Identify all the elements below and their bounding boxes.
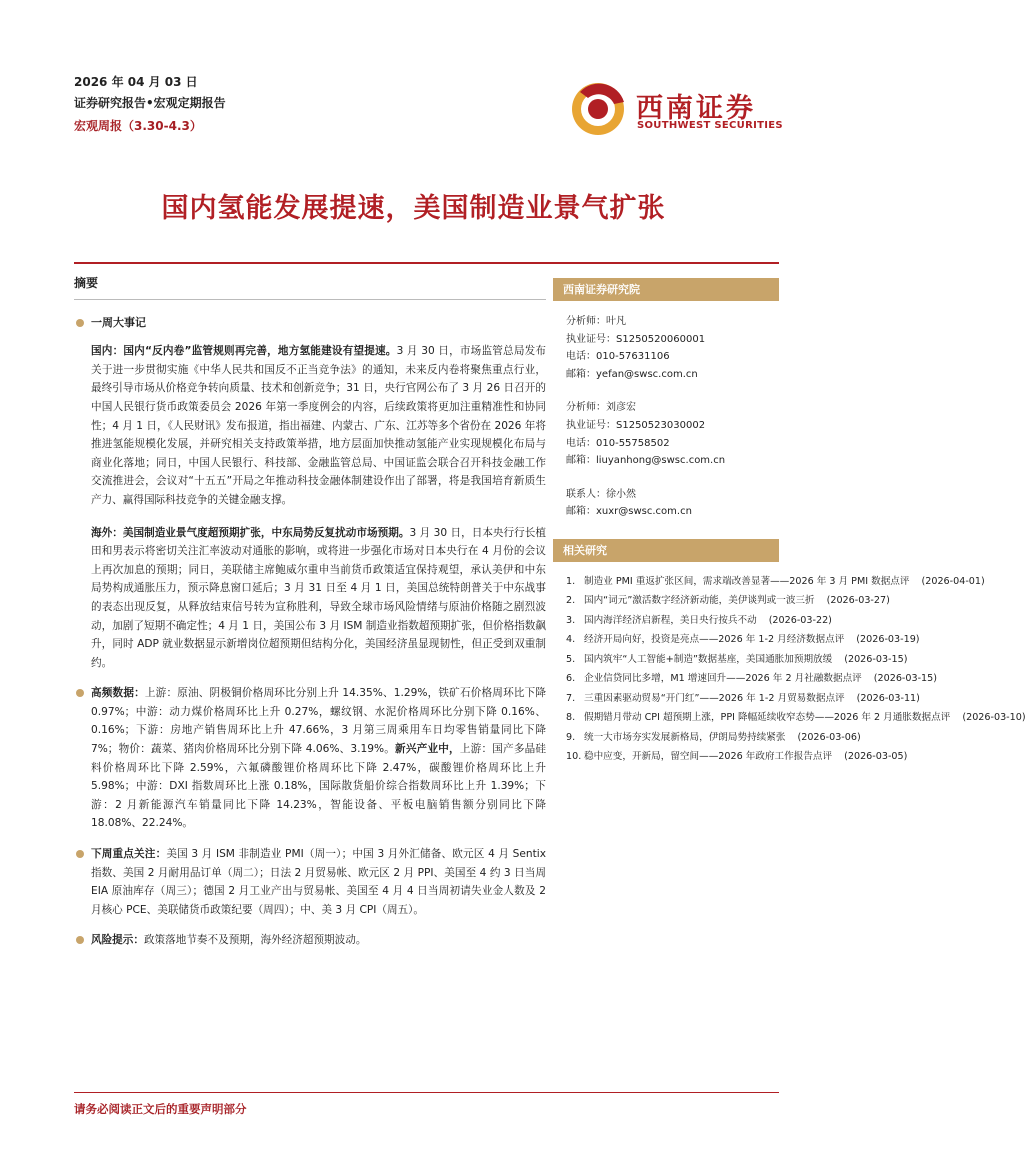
weekly-label: 宏观周报（3.30-4.3） <box>74 119 202 133</box>
related-item-date: (2026-03-15) <box>873 673 938 685</box>
analyst-name: 分析师：刘彦宏 <box>566 402 636 414</box>
abstract-column <box>74 274 546 950</box>
related-item-text <box>584 671 937 688</box>
emerging-industry-text: 上游：国产多晶硅料价格周环比下降 2.59%，六氟磷酸锂价格周环比下降 2.47%，碳酸锂价格周环比上升 5.98%；中游：DXI 指数周环比上涨 0.18%，国际散货船价综合指数周环比上升 1.39%；下游：2 月新能源汽车销量同比下降 14.23%，智能设备、平板电脑销售额分别同比下降 18.08%、22.24%。 <box>91 743 547 830</box>
institute-heading: 西南证券研究院 <box>553 278 779 301</box>
overseas-paragraph <box>74 524 546 673</box>
related-item[interactable] <box>566 691 920 708</box>
report-date: 2026 年 04 月 03 日 <box>74 75 198 89</box>
related-item-date: (2026-03-27) <box>826 595 890 607</box>
brand-name-en: SOUTHWEST SECURITIES <box>637 120 783 131</box>
related-research-list <box>553 574 1026 766</box>
related-item[interactable] <box>566 710 1026 727</box>
abstract-heading: 摘要 <box>74 276 99 290</box>
related-item-date: (2026-03-06) <box>797 731 861 743</box>
related-item[interactable] <box>566 730 861 747</box>
analyst-block-1 <box>553 313 779 383</box>
related-item-text <box>584 749 907 766</box>
related-item-date: (2026-03-15) <box>844 653 908 665</box>
analyst-license: 执业证号：S1250520060001 <box>566 333 706 345</box>
sidebar-column <box>553 278 1026 769</box>
related-item-title: 企业信贷同比多增，M1 增速回升——2026 年 2 月社融数据点评 <box>584 673 862 685</box>
week-events-heading <box>74 314 546 333</box>
related-item-text <box>584 652 907 669</box>
related-item-text <box>584 574 985 591</box>
overseas-lead: 海外：美国制造业景气度超预期扩张，中东局势反复扰动市场预期。 <box>91 526 410 539</box>
related-item-number: 8. <box>566 712 576 724</box>
related-item-text <box>584 632 920 649</box>
risk-text: 政策落地节奏不及预期，海外经济超预期波动。 <box>143 934 367 947</box>
related-item-title: 三重因素驱动贸易“开门红”——2026 年 1-2 月贸易数据点评 <box>584 692 845 704</box>
domestic-lead: 国内：国内“反内卷”监管规则再完善，地方氢能建设有望提速。 <box>91 345 397 358</box>
emerging-industry-lead: 新兴产业中， <box>395 743 460 756</box>
related-item-title: 国内“词元”激活数字经济新动能，美伊谈判或一波三折 <box>584 595 815 607</box>
related-item-date: (2026-03-22) <box>768 614 832 626</box>
related-item-number: 6. <box>566 673 576 685</box>
related-item-number: 2. <box>566 595 576 607</box>
analyst-email[interactable]: 邮箱：liuyanhong@swsc.com.cn <box>566 455 726 467</box>
contact-block <box>553 486 779 521</box>
analyst-name: 分析师：叶凡 <box>566 316 626 327</box>
related-item-title: 假期错月带动 CPI 超预期上涨，PPI 降幅延续收窄态势——2026 年 2 月通胀数据点评 <box>584 712 951 724</box>
brand-logo-icon <box>566 74 636 138</box>
related-item-number: 5. <box>566 653 576 665</box>
related-item[interactable] <box>566 613 832 630</box>
related-item-title: 国内海洋经济启新程，美日央行按兵不动 <box>584 614 757 626</box>
risk-lead: 风险提示： <box>91 934 144 947</box>
related-item-title: 经济开局向好，投资是亮点——2026 年 1-2 月经济数据点评 <box>584 634 845 646</box>
risk-paragraph <box>74 931 546 950</box>
report-title: 国内氢能发展提速，美国制造业景气扩张 <box>161 193 666 224</box>
next-week-lead: 下周重点关注： <box>91 848 167 861</box>
related-item[interactable] <box>566 574 985 591</box>
related-item-title: 统一大市场夯实发展新格局，伊朗局势持续紧张 <box>584 731 786 743</box>
related-item-number: 1. <box>566 575 576 587</box>
analyst-phone: 电话：010-57631106 <box>566 351 670 363</box>
related-item-date: (2026-03-11) <box>856 692 920 704</box>
related-item-number: 3. <box>566 614 576 626</box>
related-item-number: 7. <box>566 692 576 704</box>
related-item-text <box>584 710 1026 727</box>
related-item-text <box>584 613 832 630</box>
analyst-block-2 <box>553 399 779 469</box>
related-item-title: 稳中应变，开新局，留空间——2026 年政府工作报告点评 <box>584 751 833 763</box>
related-item-title: 国内筑牢“人工智能+制造”数据基座，美国通胀加预期放缓 <box>584 653 833 665</box>
related-heading: 相关研究 <box>553 539 779 562</box>
related-item[interactable] <box>566 632 920 649</box>
report-type: 证券研究报告•宏观定期报告 <box>74 96 226 110</box>
high-freq-lead: 高频数据： <box>91 687 145 700</box>
analyst-phone: 电话：010-55758502 <box>566 437 670 449</box>
related-item-date: (2026-03-10) <box>962 712 1026 724</box>
next-week-text: 美国 3 月 ISM 非制造业 PMI（周一）；中国 3 月外汇储备、欧元区 4 月 Sentix 指数、美国 2 月耐用品订单（周二）；日法 2 月贸易帐、欧元区 2 月 PPI、美国至 4 约 3 日当周 EIA 原油库存（周三）；德国 2 月工业产出与贸易帐、美国至 4 月 4 日当周初请失业金人数及 2 月核心 PCE、美联储货币政策纪要（周四）；中、美 3 月 CPI（周五）。 <box>91 848 546 916</box>
related-item-text <box>584 730 861 747</box>
related-item[interactable] <box>566 671 938 688</box>
related-item-title: 制造业 PMI 重返扩张区间，需求端改善显著——2026 年 3 月 PMI 数据点评 <box>584 575 910 587</box>
abstract-divider <box>74 299 546 300</box>
related-item[interactable] <box>566 749 908 766</box>
related-item-text <box>584 691 920 708</box>
domestic-text: 3 月 30 日，市场监管总局发布关于进一步贯彻实施《中华人民共和国反不正当竞争法》的通知，未来反内卷将聚焦重点行业，最终引导市场从价格竞争转向质量、技术和创新竞争；31 日，央行官网公布了 3 月 26 日召开的中国人民银行货币政策委员会 2026 年第一季度例会的内容，后续政策将更加注重精准性和协同性；4 月 1 日，《人民财讯》发布报道，指出福建、内蒙古、广东、江苏等多个省份在 2026 年将推进氢能规模化发展，并研究相关支持政策举措，地方层面加快推动氢能产业实现规模化布局与商业化落地；同日，中国人民银行、科技部、金融监管总局、中国证监会联合召开科技金融工作交流推进会，会议对“十五五”开局之年推动科技金融体制建设作出了部署，将是我国培育新质生产力、赢得国际科技竞争的关键金融支撑。 <box>91 345 546 506</box>
domestic-paragraph <box>74 342 546 509</box>
related-item-number: 10. <box>566 751 582 763</box>
overseas-text: 3 月 30 日，日本央行行长植田和男表示将密切关注汇率波动对通胀的影响，或将进一步强化市场对日本央行在 4 月份的会议上再次加息的预期；同日，美联储主席鲍威尔重申当前货币政策适宜保持观望，承认美伊和中东局势构成通胀压力，预示降息窗口延后；3 月 31 日至 4 月 1 日，美国总统特朗普关于中东战事的表态出现反复，从释放结束信号转为宣称胜利，导致全球市场风险情绪与原油价格随之剧烈波动，加剧了短期不确定性；4 月 1 日，美国公布 3 月 ISM 制造业指数超预期扩张，但价格指数飙升，同时 ADP 就业数据显示新增岗位超预期但结构分化，美国经济虽显现韧性，但正受到双重制约。 <box>91 526 546 669</box>
related-item-number: 4. <box>566 634 576 646</box>
related-item-date: (2026-03-19) <box>856 634 920 646</box>
contact-email[interactable]: 邮箱：xuxr@swsc.com.cn <box>566 506 692 518</box>
high-freq-paragraph <box>74 684 546 833</box>
related-item[interactable] <box>566 652 908 669</box>
related-item-date: (2026-03-05) <box>844 751 908 763</box>
analyst-license: 执业证号：S1250523030002 <box>566 419 706 431</box>
next-week-paragraph <box>74 845 546 919</box>
related-item-text <box>584 593 890 610</box>
title-divider <box>74 262 779 264</box>
high-freq-text: 上游：原油、阴极铜价格周环比分别上升 14.35%、1.29%，铁矿石价格周环比下降 0.97%；中游：动力煤价格周环比上升 0.27%，螺纹钢、水泥价格周环比分别下降 0.16%、0.16%；下游：房地产销售周环比上升 47.66%，3 月第三周乘用车日均零售销量同比下降 7%；物价：蔬菜、猪肉价格周环比分别下降 4.06%、3.19%。 <box>91 687 546 756</box>
contact-name: 联系人：徐小然 <box>566 488 636 500</box>
related-item[interactable] <box>566 593 890 610</box>
analyst-email[interactable]: 邮箱：yefan@swsc.com.cn <box>566 368 698 380</box>
related-item-date: (2026-04-01) <box>921 575 985 587</box>
footer-divider <box>74 1092 779 1093</box>
footer-disclaimer: 请务必阅读正文后的重要声明部分 <box>74 1102 247 1116</box>
related-item-number: 9. <box>566 731 576 743</box>
week-events-heading-text: 一周大事记 <box>91 315 146 329</box>
brand-name-cn: 西南证券 <box>636 93 756 124</box>
